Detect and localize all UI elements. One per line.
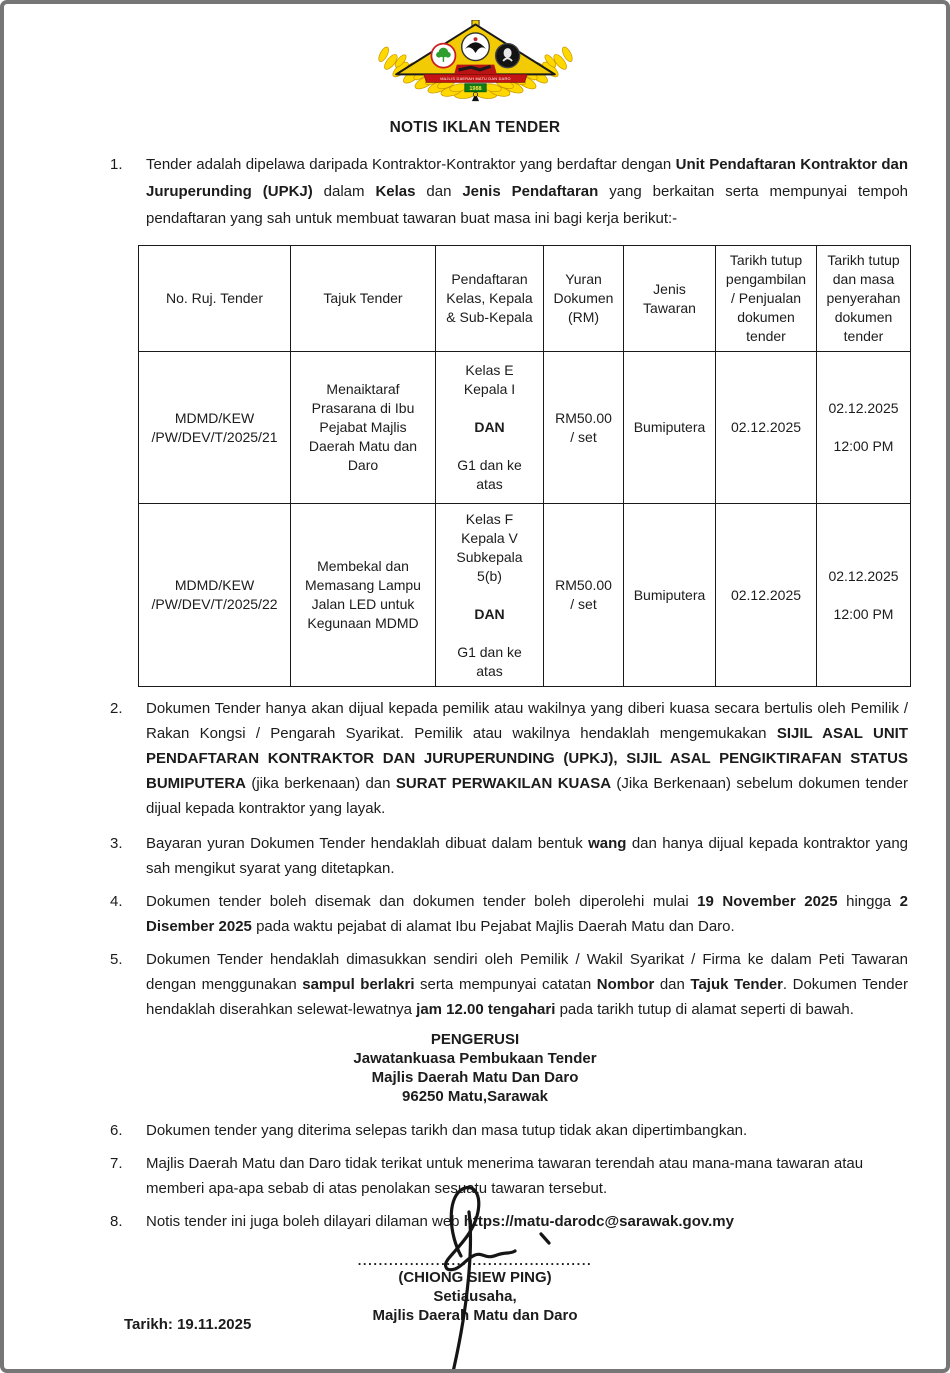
paragraph-item-7	[110, 1151, 908, 1201]
signatory-organization: Majlis Daerah Matu dan Daro	[372, 1307, 578, 1324]
cell-fee: RM50.00 / set	[544, 352, 624, 504]
cell-ref: MDMD/KEW /PW/DEV/T/2025/22	[139, 504, 291, 687]
paragraph-item-5	[110, 947, 908, 1022]
item-text: Notis tender ini juga boleh dilayari dilaman web https://matu-darodc@sarawak.gov.my	[146, 1213, 734, 1230]
table-header-row	[139, 246, 911, 352]
crest-year-text: 1988	[468, 86, 482, 93]
item-number: 7.	[110, 1155, 123, 1172]
paragraph-item-1	[110, 151, 908, 232]
item-number: 4.	[110, 893, 123, 910]
cell-class: Kelas E Kepala I DAN G1 dan ke atas	[436, 352, 544, 504]
paragraph-item-3	[110, 831, 908, 881]
signature-block	[76, 1234, 874, 1325]
header-type: Jenis Tawaran	[624, 246, 716, 352]
header-title: Tajuk Tender	[291, 246, 436, 352]
signatory-role: Setiausaha,	[433, 1288, 517, 1305]
cell-close-date: 02.12.2025	[716, 504, 817, 687]
header-class: Pendaftaran Kelas, Kepala & Sub-Kepala	[436, 246, 544, 352]
item-text: Majlis Daerah Matu dan Daro tidak terikat untuk menerima tawaran terendah atau mana-mana tawaran atau memberi apa-apa sebab di atas penolakan sesuatu tawaran tersebut.	[146, 1155, 864, 1197]
signature-zone	[76, 1234, 874, 1373]
logo-container	[76, 20, 874, 107]
cell-submit-date: 02.12.2025 12:00 PM	[817, 504, 911, 687]
signature-dotted-line: .............................................	[357, 1253, 593, 1268]
cell-type: Bumiputera	[624, 352, 716, 504]
table-row	[139, 504, 911, 687]
cell-close-date: 02.12.2025	[716, 352, 817, 504]
cell-title: Membekal dan Memasang Lampu Jalan LED untuk Kegunaan MDMD	[291, 504, 436, 687]
paragraph-item-2	[110, 696, 908, 821]
tender-table	[138, 245, 911, 687]
header-ref: No. Ruj. Tender	[139, 246, 291, 352]
header-fee: Yuran Dokumen (RM)	[544, 246, 624, 352]
cell-submit-date: 02.12.2025 12:00 PM	[817, 352, 911, 504]
cell-fee: RM50.00 / set	[544, 504, 624, 687]
page-title: NOTIS IKLAN TENDER	[389, 119, 561, 136]
address-line: PENGERUSI	[430, 1031, 520, 1048]
item-number: 8.	[110, 1213, 123, 1230]
table-row	[139, 352, 911, 504]
chairman-address-block	[76, 1030, 874, 1106]
header-close-date: Tarikh tutup pengambilan / Penjualan dokumen tender	[716, 246, 817, 352]
council-crest-logo	[373, 20, 578, 102]
item-text: Bayaran yuran Dokumen Tender hendaklah dibuat dalam bentuk wang dan hanya dijual kepada kontraktor yang sah mengikut syarat yang ditetapkan.	[146, 835, 909, 877]
item-number: 2.	[110, 700, 123, 717]
paragraph-item-4	[110, 889, 908, 939]
header-submit-date: Tarikh tutup dan masa penyerahan dokumen tender	[817, 246, 911, 352]
address-line: Majlis Daerah Matu Dan Daro	[371, 1069, 579, 1086]
item-text: Dokumen Tender hendaklah dimasukkan sendiri oleh Pemilik / Wakil Syarikat / Firma ke dalam Peti Tawaran dengan menggunakan sampul berlakri serta mempunyai catatan Nombor dan Tajuk Tender. Dokumen Tender hendaklah diserahkan selewat-lewatnya jam 12.00 tengahari pada tarikh tutup di alamat seperti di bawah.	[146, 951, 908, 1018]
cell-title: Menaiktaraf Prasarana di Ibu Pejabat Majlis Daerah Matu dan Daro	[291, 352, 436, 504]
cell-ref: MDMD/KEW /PW/DEV/T/2025/21	[139, 352, 291, 504]
item-number: 3.	[110, 835, 123, 852]
paragraph-item-6	[110, 1118, 908, 1143]
address-line: 96250 Matu,Sarawak	[402, 1088, 548, 1105]
item-number: 5.	[110, 951, 123, 968]
paragraph-item-8	[110, 1209, 908, 1234]
signatory-name: (CHIONG SIEW PING)	[398, 1269, 552, 1286]
item-text: Dokumen tender boleh disemak dan dokumen tender boleh diperolehi mulai 19 November 2025 hingga 2 Disember 2025 pada waktu pejabat di alamat Ibu Pejabat Majlis Daerah Matu dan Daro.	[146, 893, 908, 935]
crest-banner-text: MAJLIS DAERAH MATU DAN DARO	[439, 77, 511, 82]
item-text: Dokumen Tender hanya akan dijual kepada pemilik atau wakilnya yang diberi kuasa secara bertulis oleh Pemilik / Rakan Kongsi / Pengarah Syarikat. Pemilik atau wakilnya hendaklah mengemukakan SIJIL ASAL UNIT PENDAFTARAN KONTRAKTOR DAN JURUPERUNDING (UPKJ), SIJIL ASAL PENGIKTIRAFAN STATUS BUMIPUTERA (jika berkenaan) dan SURAT PERWAKILAN KUASA (Jika Berkenaan) sebelum dokumen tender dijual kepada kontraktor yang layak.	[146, 700, 908, 817]
cell-class: Kelas F Kepala V Subkepala 5(b) DAN G1 dan ke atas	[436, 504, 544, 687]
item-text: Dokumen tender yang diterima selepas tarikh dan masa tutup tidak akan dipertimbangkan.	[146, 1122, 748, 1139]
address-line: Jawatankuasa Pembukaan Tender	[353, 1050, 597, 1067]
page-content	[4, 4, 946, 1373]
document-date: Tarikh: 19.11.2025	[124, 1316, 252, 1333]
item-text: Tender adalah dipelawa daripada Kontraktor-Kontraktor yang berdaftar dengan Unit Pendaftaran Kontraktor dan Juruperunding (UPKJ) dalam Kelas dan Jenis Pendaftaran yang berkaitan serta mempunyai tempoh pendaftaran yang sah untuk membuat tawaran buat masa ini bagi kerja berikut:-	[146, 156, 909, 227]
cell-type: Bumiputera	[624, 504, 716, 687]
item-number: 6.	[110, 1122, 123, 1139]
item-number: 1.	[110, 156, 123, 173]
